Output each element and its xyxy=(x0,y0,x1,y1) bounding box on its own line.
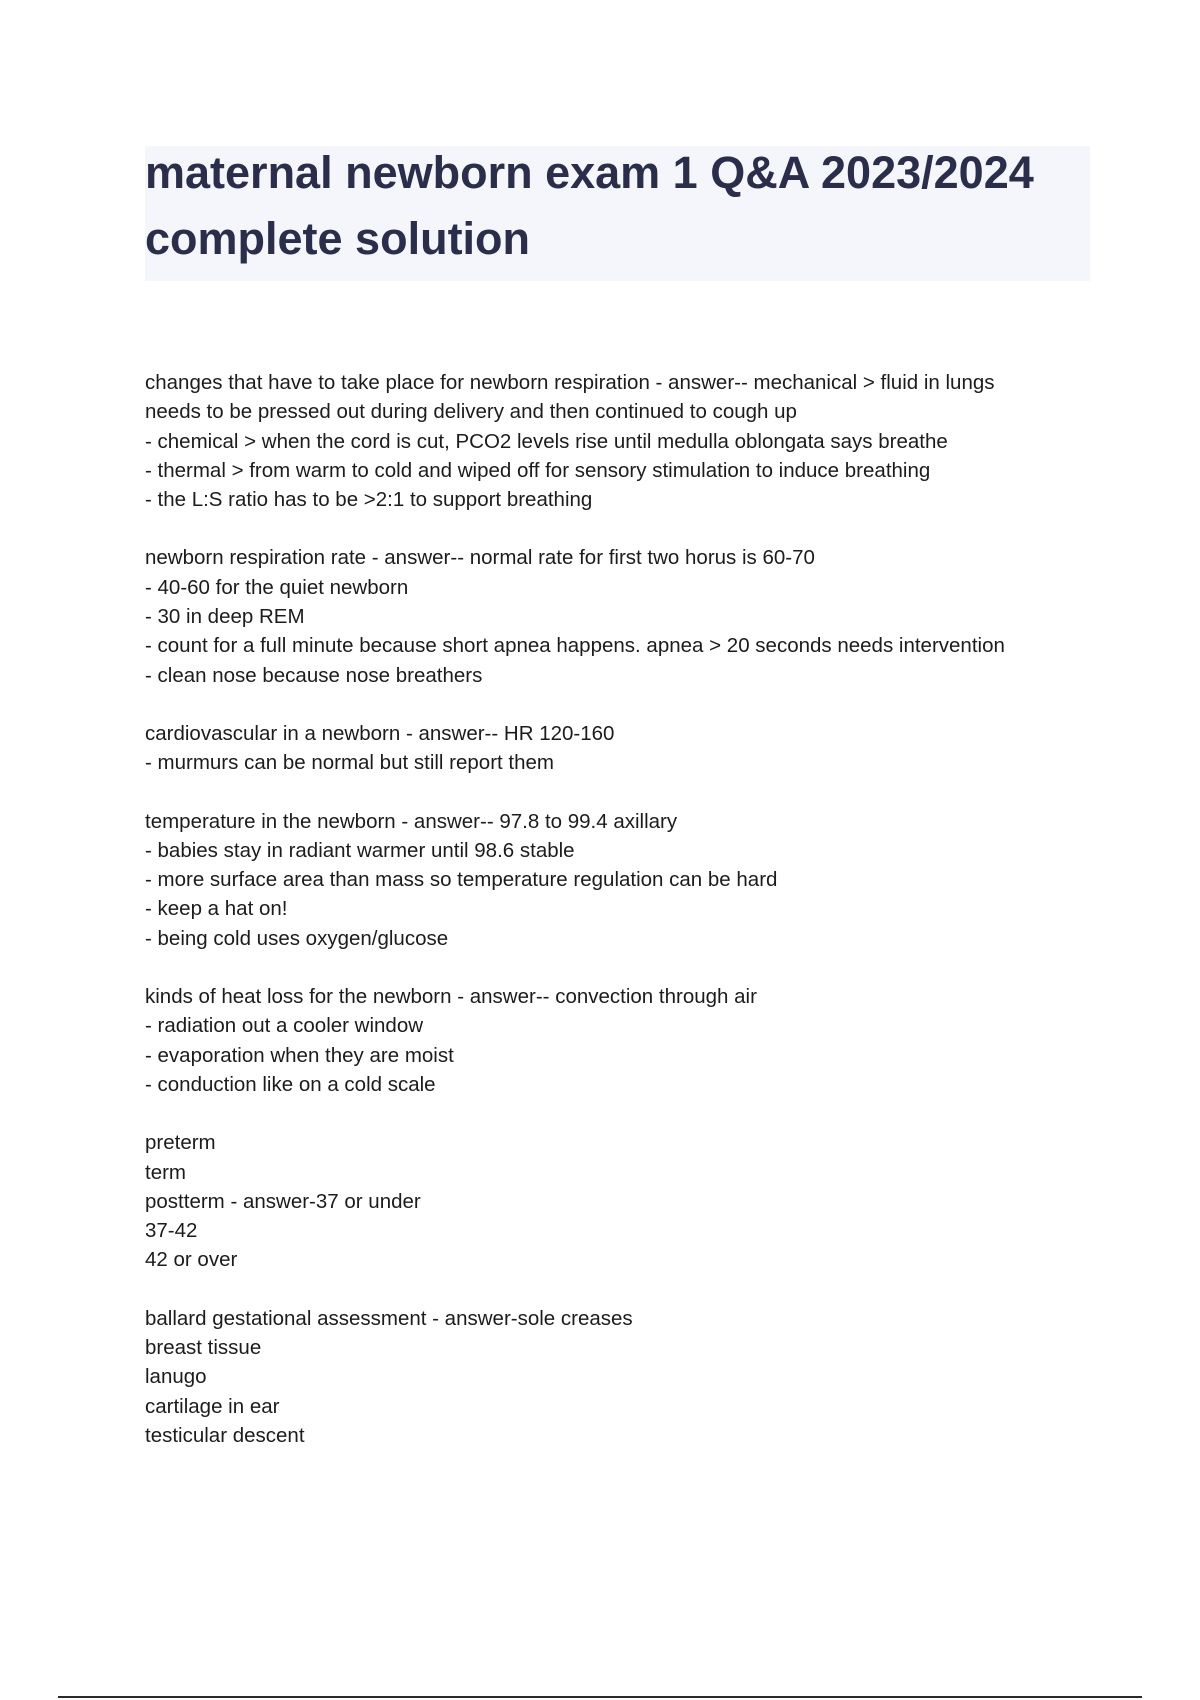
qa-line: - 40-60 for the quiet newborn xyxy=(145,575,409,599)
page-title-line-2: complete solution xyxy=(145,213,531,264)
qa-line: - keep a hat on! xyxy=(145,897,288,921)
qa-line: kinds of heat loss for the newborn - answer-- convection through air xyxy=(145,985,757,1009)
qa-line: changes that have to take place for newborn respiration - answer-- mechanical > fluid in lungs xyxy=(145,371,995,394)
qa-line: - evaporation when they are moist xyxy=(145,1043,454,1067)
qa-line: lanugo xyxy=(145,1365,207,1389)
qa-line: breast tissue xyxy=(145,1336,262,1360)
qa-line: - clean nose because nose breathers xyxy=(145,663,483,687)
qa-line: - 30 in deep REM xyxy=(145,605,305,629)
qa-line: term xyxy=(145,1160,186,1184)
qa-line: testicular descent xyxy=(145,1423,305,1447)
qa-line: 42 or over xyxy=(145,1248,238,1272)
qa-line: - babies stay in radiant warmer until 98.6 stable xyxy=(145,838,575,862)
qa-line: - radiation out a cooler window xyxy=(145,1014,424,1038)
qa-line: newborn respiration rate - answer-- normal rate for first two horus is 60-70 xyxy=(145,546,815,570)
qa-content xyxy=(145,368,1095,1479)
qa-line: - the L:S ratio has to be >2:1 to support breathing xyxy=(145,488,593,512)
qa-entry-heat-loss xyxy=(145,982,1095,1099)
qa-line: - more surface area than mass so temperature regulation can be hard xyxy=(145,868,778,892)
page-title-line-1: maternal newborn exam 1 Q&A 2023/2024 xyxy=(145,147,1034,198)
title-banner xyxy=(145,146,1090,281)
qa-line: ballard gestational assessment - answer-sole creases xyxy=(145,1306,633,1330)
qa-line: - chemical > when the cord is cut, PCO2 levels rise until medulla oblongata says breathe xyxy=(145,429,948,453)
qa-line: 37-42 xyxy=(145,1219,198,1243)
qa-entry-newborn-respiration-changes xyxy=(145,368,1095,514)
qa-line: - count for a full minute because short apnea happens. apnea > 20 seconds needs intervention xyxy=(145,634,1005,658)
qa-line: - murmurs can be normal but still report them xyxy=(145,751,554,775)
qa-entry-temperature xyxy=(145,807,1095,953)
qa-line: cartilage in ear xyxy=(145,1394,280,1418)
qa-line: cardiovascular in a newborn - answer-- HR 120-160 xyxy=(145,721,615,745)
qa-line: postterm - answer-37 or under xyxy=(145,1189,421,1213)
qa-line: preterm xyxy=(145,1131,216,1155)
footer-divider xyxy=(58,1696,1142,1698)
qa-entry-cardiovascular xyxy=(145,719,1095,778)
qa-line: - conduction like on a cold scale xyxy=(145,1072,436,1096)
qa-line: - thermal > from warm to cold and wiped off for sensory stimulation to induce breathing xyxy=(145,458,931,482)
qa-line: temperature in the newborn - answer-- 97.8 to 99.4 axillary xyxy=(145,809,678,833)
qa-entry-respiration-rate xyxy=(145,543,1095,689)
qa-entry-ballard-assessment xyxy=(145,1304,1095,1450)
qa-entry-gestational-terms xyxy=(145,1128,1095,1274)
qa-line: - being cold uses oxygen/glucose xyxy=(145,926,449,950)
qa-line: needs to be pressed out during delivery and then continued to cough up xyxy=(145,400,797,424)
